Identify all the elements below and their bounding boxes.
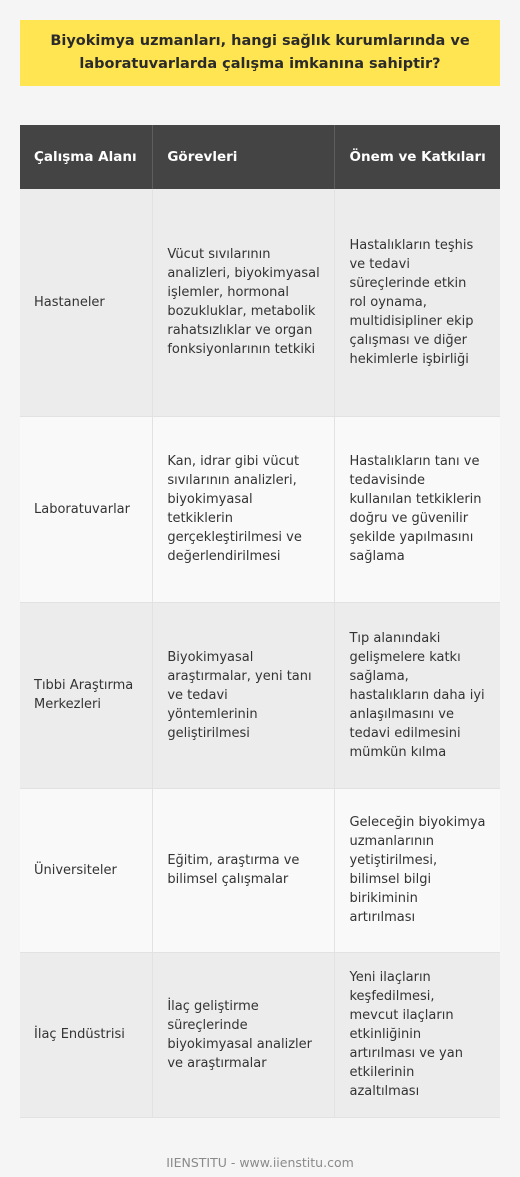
- cell-importance: Hastalıkların teşhis ve tedavi süreçlerinde etkin rol oynama, multidisipliner ekip çalışması ve diğer hekimlerle işbirliği: [335, 189, 500, 416]
- cell-area: Laboratuvarlar: [20, 416, 153, 602]
- cell-duties: Eğitim, araştırma ve bilimsel çalışmalar: [153, 788, 335, 952]
- header-area: Çalışma Alanı: [20, 125, 153, 189]
- header-duties: Görevleri: [153, 125, 335, 189]
- table-row: [20, 952, 500, 1117]
- info-table: [20, 125, 500, 1118]
- table-header-row: [20, 125, 500, 189]
- table-row: [20, 416, 500, 602]
- cell-area: Üniversiteler: [20, 788, 153, 952]
- title-banner: [20, 20, 500, 86]
- cell-area: Hastaneler: [20, 189, 153, 416]
- cell-duties: İlaç geliştirme süreçlerinde biyokimyasal analizler ve araştırmalar: [153, 952, 335, 1117]
- cell-importance: Tıp alanındaki gelişmelere katkı sağlama, hastalıkların daha iyi anlaşılmasını ve tedavi edilmesini mümkün kılma: [335, 602, 500, 788]
- cell-importance: Geleceğin biyokimya uzmanlarının yetiştirilmesi, bilimsel bilgi birikiminin artırılması: [335, 788, 500, 952]
- cell-duties: Vücut sıvılarının analizleri, biyokimyasal işlemler, hormonal bozukluklar, metabolik rahatsızlıklar ve organ fonksiyonlarının tetkiki: [153, 189, 335, 416]
- table-row: [20, 602, 500, 788]
- cell-importance: Hastalıkların tanı ve tedavisinde kullanılan tetkiklerin doğru ve güvenilir şekilde yapılmasını sağlama: [335, 416, 500, 602]
- cell-importance: Yeni ilaçların keşfedilmesi, mevcut ilaçların etkinliğinin artırılması ve yan etkilerinin azaltılması: [335, 952, 500, 1117]
- cell-area: İlaç Endüstrisi: [20, 952, 153, 1117]
- footer-credit: IIENSTITU - www.iienstitu.com: [166, 1155, 354, 1170]
- table-row: [20, 788, 500, 952]
- cell-area: Tıbbi Araştırma Merkezleri: [20, 602, 153, 788]
- cell-duties: Biyokimyasal araştırmalar, yeni tanı ve tedavi yöntemlerinin geliştirilmesi: [153, 602, 335, 788]
- cell-duties: Kan, idrar gibi vücut sıvılarının analizleri, biyokimyasal tetkiklerin gerçekleştirilmesi ve değerlendirilmesi: [153, 416, 335, 602]
- header-importance: Önem ve Katkıları: [335, 125, 500, 189]
- page-title: Biyokimya uzmanları, hangi sağlık kurumlarında ve laboratuvarlarda çalışma imkanına sahiptir?: [50, 33, 470, 72]
- table-row: [20, 189, 500, 416]
